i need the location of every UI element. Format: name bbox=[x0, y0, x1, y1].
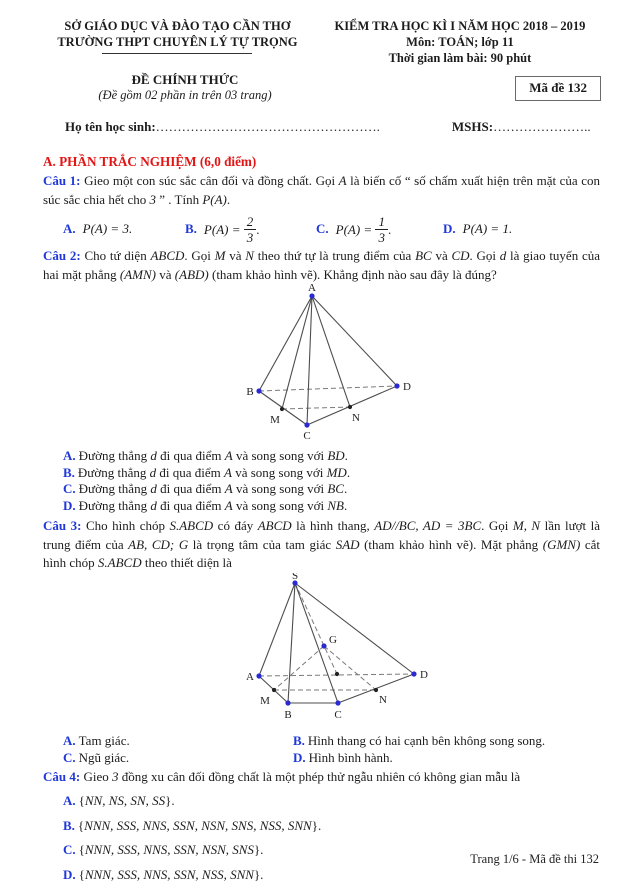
tetrahedron-svg bbox=[228, 284, 433, 444]
question-4-label: Câu 4: bbox=[43, 768, 81, 784]
header-exam-block bbox=[320, 18, 600, 66]
q1-option-c-letter: C. bbox=[316, 221, 329, 236]
q1-option-b bbox=[185, 215, 316, 244]
q1-option-b-text: P(A) = $\frac{2}{3}$ . bbox=[203, 213, 260, 245]
fig2-label-B: B bbox=[284, 708, 292, 721]
vertex-C-dot bbox=[304, 422, 309, 427]
q4-option-b-text: {NNN, SSS, NNS, SSN, NSN, SNS, NSS, SNN}. bbox=[77, 817, 322, 833]
question-2-options bbox=[43, 448, 600, 514]
fig2-label-S: S bbox=[291, 572, 299, 582]
header-underline bbox=[102, 53, 252, 54]
fig1-label-B: B bbox=[246, 386, 254, 398]
fig2-label-N: N bbox=[379, 693, 387, 706]
fig1-label-N: N bbox=[352, 412, 360, 424]
page-header bbox=[43, 18, 600, 66]
q4-option-b bbox=[63, 814, 600, 839]
pyramid-figure bbox=[246, 573, 600, 727]
q2-option-c-text: Đường thẳng d đi qua điểm A và song song với BC. bbox=[78, 481, 348, 496]
vertex-A-dot bbox=[309, 293, 314, 298]
ad-midpoint-dot bbox=[335, 671, 339, 675]
exam-subject: Môn: TOÁN; lớp 11 bbox=[406, 35, 514, 49]
question-2-body: Cho tứ diện ABCD. Gọi M và N theo thứ tự là trung điểm của BC và CD. Gọi d là giao tuyến của hai mặt phẳng (AMN) và (ABD) (tham khảo hình vẽ). Khẳng định nào sau đây là đúng? bbox=[43, 248, 601, 282]
q4-option-c-letter: C. bbox=[63, 842, 76, 858]
vertex-D-dot bbox=[394, 383, 399, 388]
q1-option-d-letter: D. bbox=[443, 221, 456, 236]
q1-option-d-text: P(A) = 1. bbox=[462, 221, 513, 236]
q3-option-a-letter: A. bbox=[63, 732, 76, 748]
fig1-label-C: C bbox=[303, 430, 311, 442]
q2-option-a-letter: A. bbox=[63, 448, 76, 463]
fig2-label-A: A bbox=[246, 670, 254, 683]
fig2-label-M: M bbox=[260, 694, 270, 707]
q3-option-d-text: Hình bình hành. bbox=[308, 749, 393, 765]
midpoint-M-dot bbox=[280, 407, 284, 411]
fig2-label-G: G bbox=[329, 633, 337, 646]
question-3-body: Cho hình chóp S.ABCD có đáy ABCD là hình thang, AD//BC, AD = 3BC. Gọi M, N lần lượt là trung điểm của AB, CD; G là trọng tâm của tam giác SAD (tham khảo hình vẽ). Mặt phẳng (GMN) cắt hình chóp S.ABCD theo thiết diện là bbox=[43, 518, 601, 570]
exam-pages-note: (Đề gồm 02 phần in trên 03 trang) bbox=[98, 88, 272, 102]
q2-option-b-letter: B. bbox=[63, 464, 75, 480]
q1-option-b-letter: B. bbox=[185, 221, 197, 236]
vertex-B2-dot bbox=[285, 700, 290, 705]
exam-code-box: Mã đề 132 bbox=[515, 76, 601, 101]
q1-option-c bbox=[316, 215, 443, 244]
section-a-title: A. PHẦN TRẮC NGHIỆM (6,0 điểm) bbox=[43, 154, 257, 169]
vertex-C2-dot bbox=[335, 700, 340, 705]
q4-option-d-letter: D. bbox=[63, 866, 76, 882]
fig1-label-D: D bbox=[403, 381, 411, 393]
question-1-body: Gieo một con súc sắc cân đối và đồng chất. Gọi A là biến cố “ số chấm xuất hiện trên mặt của con súc sắc chia hết cho 3 ” . Tính P(A). bbox=[43, 173, 601, 207]
centroid-G-dot bbox=[321, 643, 326, 648]
q3-option-b bbox=[293, 732, 600, 749]
midpoint-N-dot bbox=[348, 405, 352, 409]
student-id-label: MSHS: bbox=[451, 119, 494, 134]
question-4-body: Gieo 3 đồng xu cân đối đồng chất là một phép thử ngẫu nhiên có không gian mẫu là bbox=[83, 768, 521, 784]
q3-option-b-letter: B. bbox=[293, 732, 305, 748]
exam-title: KIỂM TRA HỌC KÌ I NĂM HỌC 2018 – 2019 bbox=[334, 19, 586, 33]
q3-option-a-text: Tam giác. bbox=[78, 732, 130, 748]
question-1-text bbox=[43, 172, 600, 209]
q4-option-a bbox=[63, 789, 600, 814]
q3-option-a bbox=[63, 732, 293, 749]
question-4-options bbox=[43, 789, 600, 887]
question-2-text bbox=[43, 247, 600, 284]
question-3-text bbox=[43, 517, 600, 573]
q2-option-b bbox=[63, 465, 600, 482]
q1-option-d bbox=[443, 221, 512, 237]
q3-option-b-text: Hình thang có hai cạnh bên không song song. bbox=[307, 732, 546, 748]
page-footer: Trang 1/6 - Mã đề thi 132 bbox=[470, 852, 599, 866]
fig2-label-C: C bbox=[334, 708, 342, 721]
vertex-B-dot bbox=[256, 388, 261, 393]
department-line1: SỞ GIÁO DỤC VÀ ĐÀO TẠO CẦN THƠ bbox=[64, 19, 291, 33]
q4-option-b-letter: B. bbox=[63, 817, 75, 833]
q4-option-c-text: {NNN, SSS, NNS, SSN, NSN, SNS}. bbox=[78, 842, 264, 858]
q4-option-a-text: {NN, NS, SN, SS}. bbox=[78, 793, 175, 809]
q4-option-d-text: {NNN, SSS, NNS, SSN, NSS, SNN}. bbox=[78, 866, 264, 882]
school-line: TRƯỜNG THPT CHUYÊN LÝ TỰ TRỌNG bbox=[57, 35, 298, 49]
fig1-label-M: M bbox=[270, 414, 280, 426]
vertex-A2-dot bbox=[256, 673, 261, 678]
question-3-options bbox=[43, 732, 600, 766]
question-3-label: Câu 3: bbox=[43, 518, 82, 533]
header-department-block bbox=[35, 18, 320, 66]
midpoint-M2-dot bbox=[272, 687, 276, 691]
exam-type-block bbox=[35, 72, 335, 103]
q3-option-c bbox=[63, 749, 293, 766]
q3-option-c-text: Ngũ giác. bbox=[78, 749, 130, 765]
question-4-text bbox=[43, 768, 600, 787]
q2-option-a bbox=[63, 448, 600, 465]
q4-option-a-letter: A. bbox=[63, 793, 76, 809]
tetrahedron-figure bbox=[228, 284, 600, 448]
q3-option-d bbox=[293, 749, 600, 766]
official-exam-label: ĐỀ CHÍNH THỨC bbox=[131, 72, 239, 87]
q1-option-a-letter: A. bbox=[63, 221, 76, 236]
q2-option-d-text: Đường thẳng d đi qua điểm A và song song với NB. bbox=[78, 497, 348, 513]
q3-option-d-letter: D. bbox=[293, 749, 306, 765]
fraction: $\frac{2}{3}$ bbox=[244, 215, 257, 244]
midpoint-N2-dot bbox=[374, 687, 378, 691]
student-name-field: ……………………………………………. bbox=[155, 119, 380, 134]
q2-option-d-letter: D. bbox=[63, 497, 76, 513]
exam-duration: Thời gian làm bài: 90 phút bbox=[388, 51, 532, 65]
q1-option-c-text: P(A) = $\frac{1}{3}$ . bbox=[335, 213, 392, 245]
q2-option-b-text: Đường thẳng d đi qua điểm A và song song với MD. bbox=[77, 464, 351, 480]
student-id-field: ………………….. bbox=[493, 119, 591, 134]
q1-option-a-text: P(A) = 3. bbox=[82, 221, 133, 236]
student-name-label: Họ tên học sinh: bbox=[65, 119, 156, 134]
q2-option-d bbox=[63, 498, 600, 515]
vertex-D2-dot bbox=[411, 671, 416, 676]
question-1-label: Câu 1: bbox=[43, 173, 81, 188]
question-2-label: Câu 2: bbox=[43, 248, 81, 263]
q3-option-c-letter: C. bbox=[63, 749, 76, 765]
q2-option-c bbox=[63, 481, 600, 498]
fraction: $\frac{1}{3}$ bbox=[375, 215, 388, 244]
fig1-label-A: A bbox=[308, 284, 316, 294]
q1-option-a bbox=[63, 221, 185, 237]
q2-option-c-letter: C. bbox=[63, 481, 76, 496]
student-info-row bbox=[43, 119, 600, 135]
fig2-label-D: D bbox=[420, 668, 428, 681]
question-1-options bbox=[43, 213, 600, 245]
pyramid-svg bbox=[246, 573, 441, 723]
q2-option-a-text: Đường thẳng d đi qua điểm A và song song với BD. bbox=[78, 448, 348, 463]
